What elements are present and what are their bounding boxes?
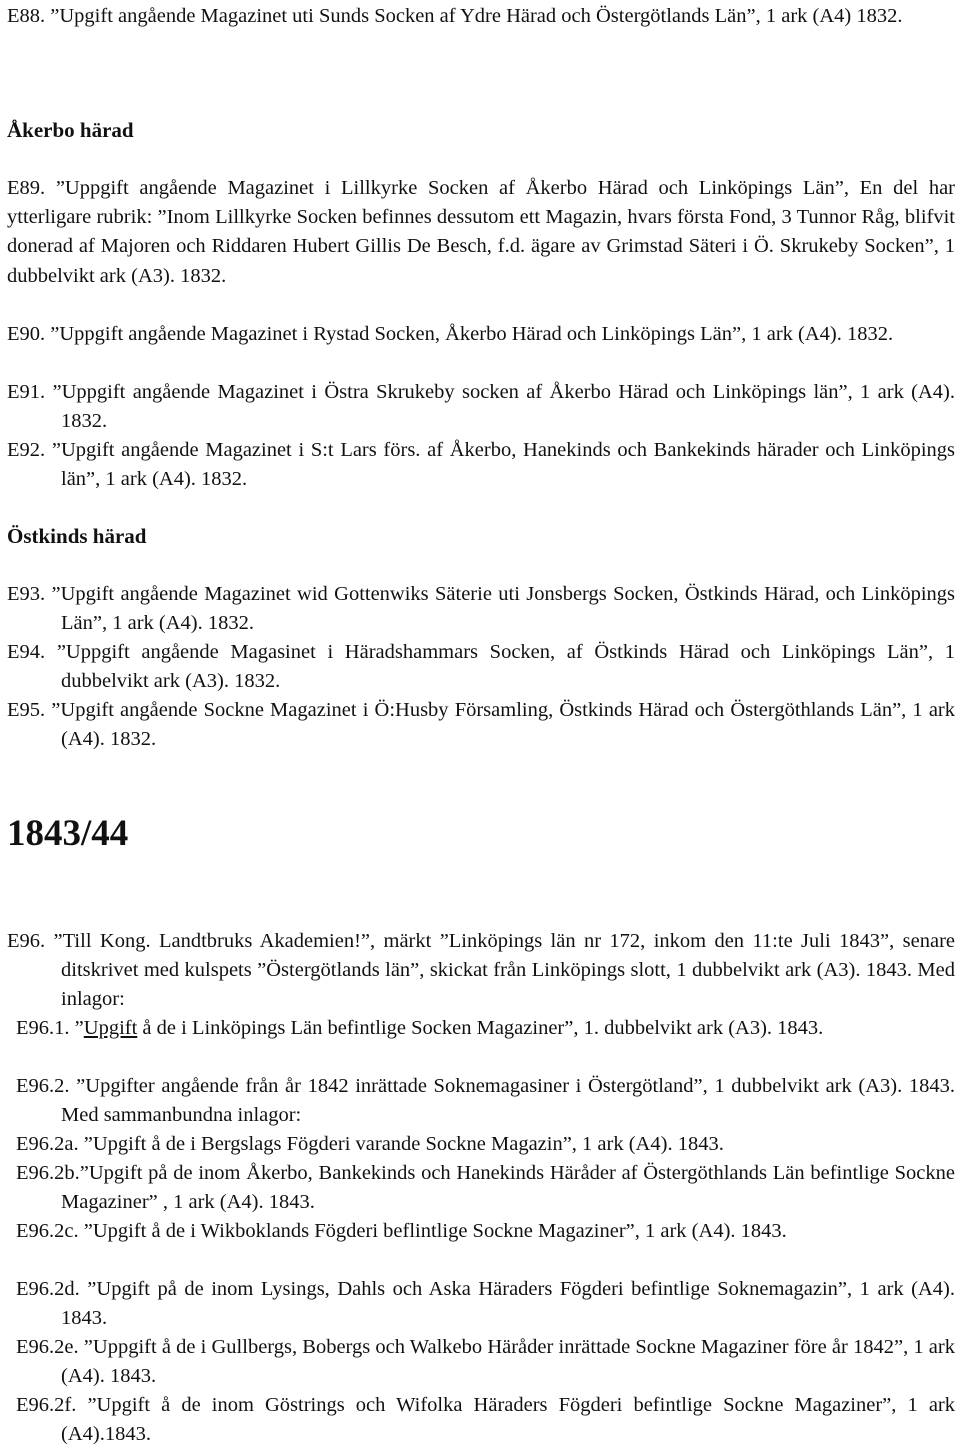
entry-id: E94.	[7, 641, 46, 663]
entry-text: ”Upgift angående Magazinet uti Sunds Socken af Ydre Härad och Östergötlands Län”, 1 ark (A4) 1832.	[45, 5, 903, 27]
section-heading-ostkinds: Östkinds härad	[7, 524, 147, 548]
entry-e94	[7, 638, 955, 696]
entry-e95	[7, 696, 955, 754]
entry-e93	[7, 580, 955, 638]
entry-text: ”Upgift angående Magazinet wid Gottenwiks Säterie uti Jonsbergs Socken, Östkinds Härad, och Linköpings Län”, 1 ark (A4). 1832.	[45, 583, 955, 635]
entry-text: ”Uppgift angående Magazinet i Lillkyrke Socken af Åkerbo Härad och Linköpings Län”, En del har ytterligare rubrik: ”Inom Lillkyrke Socken befinnes dessutom ett Magazin, hvars första Fond, 3 Tunnor Råg, blifvit donerad af Majoren och Riddaren Hubert Gillis De Besch, f.d. ägare av Grimstad Säteri i Ö. Skrukeby Socken”, 1 dubbelvikt ark (A3). 1832.	[7, 177, 955, 287]
entry-text: ”Upgift angående Sockne Magazinet i Ö:Husby Församling, Östkinds Härad och Östergöthlands Län”, 1 ark (A4). 1832.	[45, 699, 955, 751]
entry-text: ”Uppgift angående Magazinet i Östra Skrukeby socken af Åkerbo Härad och Linköpings län”, 1 ark (A4). 1832.	[45, 381, 955, 433]
entry-text: ”Upgift å de i Bergslags Fögderi varande Sockne Magazin”, 1 ark (A4). 1843.	[78, 1133, 724, 1155]
entry-text: ”Upgift på de inom Åkerbo, Bankekinds och Hanekinds Häråder af Östergöthlands Län befintlige Sockne Magaziner” , 1 ark (A4). 1843.	[61, 1162, 955, 1214]
entry-e89	[7, 174, 955, 291]
entry-text: ”Uppgift angående Magazinet i Rystad Socken, Åkerbo Härad och Linköpings Län”, 1 ark (A4). 1832.	[45, 323, 894, 345]
entry-text: å de i Linköpings Län befintlige Socken Magaziner”, 1. dubbelvikt ark (A3). 1843.	[137, 1017, 824, 1039]
entry-e96-2a	[16, 1130, 955, 1159]
entry-id: E96.2.	[16, 1075, 70, 1097]
entry-text-prefix: ”	[69, 1017, 84, 1039]
entry-e96-2f	[16, 1391, 955, 1449]
entry-id: E93.	[7, 583, 46, 605]
entry-e90	[7, 320, 955, 349]
entry-text: ”Till Kong. Landtbruks Akademien!”, märkt ”Linköpings län nr 172, inkom den 11:te Juli 1843”, senare ditskrivet med kulspets ”Östergötlands län”, skickat från Linköpings slott, 1 dubbelvikt ark (A3). 1843. Med inlagor:	[45, 930, 955, 1011]
entry-id: E96.2c.	[16, 1220, 79, 1242]
entry-id: E96.2e.	[16, 1336, 79, 1358]
entry-id: E91.	[7, 381, 46, 403]
entry-text: ”Upgifter angående från år 1842 inrättade Soknemagasiner i Östergötland”, 1 dubbelvikt ark (A3). 1843. Med sammanbundna inlagor:	[61, 1075, 955, 1127]
entry-id: E95.	[7, 699, 46, 721]
entry-id: E96.2f.	[16, 1394, 77, 1416]
entry-id: E96.2a.	[16, 1133, 79, 1155]
entry-id: E96.	[7, 930, 46, 952]
entry-text: ”Upgift å de inom Göstrings och Wifolka Häraders Fögderi befintlige Sockne Magaziner”, 1 ark (A4).1843.	[61, 1394, 955, 1446]
entry-text: ”Upgift å de i Wikboklands Fögderi beflintlige Sockne Magaziner”, 1 ark (A4). 1843.	[78, 1220, 787, 1242]
entry-id: E90.	[7, 323, 46, 345]
entry-e96-2c	[16, 1217, 955, 1246]
entry-id: E92.	[7, 439, 46, 461]
entry-e88	[7, 2, 955, 31]
entry-e96	[7, 927, 955, 1015]
entry-e96-2e	[16, 1333, 955, 1391]
entry-e91	[7, 378, 955, 436]
entry-e96-2d	[16, 1275, 955, 1333]
year-heading: 1843/44	[7, 813, 129, 854]
entry-text: ”Upgift på de inom Lysings, Dahls och Aska Häraders Fögderi befintlige Soknemagazin”, 1 ark (A4). 1843.	[61, 1278, 955, 1330]
entry-e96-2b	[16, 1159, 955, 1217]
entry-text: ”Uppgift angående Magasinet i Häradshammars Socken, af Östkinds Härad och Linköpings Län”, 1 dubbelvikt ark (A3). 1832.	[45, 641, 955, 693]
entry-e96-2	[16, 1072, 955, 1130]
underlined-word: Upgift	[83, 1017, 138, 1039]
section-heading-akerbo: Åkerbo härad	[7, 118, 134, 142]
entry-text: ”Upgift angående Magazinet i S:t Lars förs. af Åkerbo, Hanekinds och Bankekinds härader och Linköpings län”, 1 ark (A4). 1832.	[45, 439, 955, 491]
entry-e96-1	[16, 1014, 955, 1043]
entry-id: E96.2b.	[16, 1162, 80, 1184]
entry-id: E96.2d.	[16, 1278, 80, 1300]
entry-e92	[7, 436, 955, 494]
entry-id: E88.	[7, 5, 46, 27]
entry-id: E89.	[7, 177, 46, 199]
entry-id: E96.1.	[16, 1017, 70, 1039]
entry-text: ”Uppgift å de i Gullbergs, Bobergs och Walkebo Häråder inrättade Sockne Magaziner före år 1842”, 1 ark (A4). 1843.	[61, 1336, 955, 1388]
